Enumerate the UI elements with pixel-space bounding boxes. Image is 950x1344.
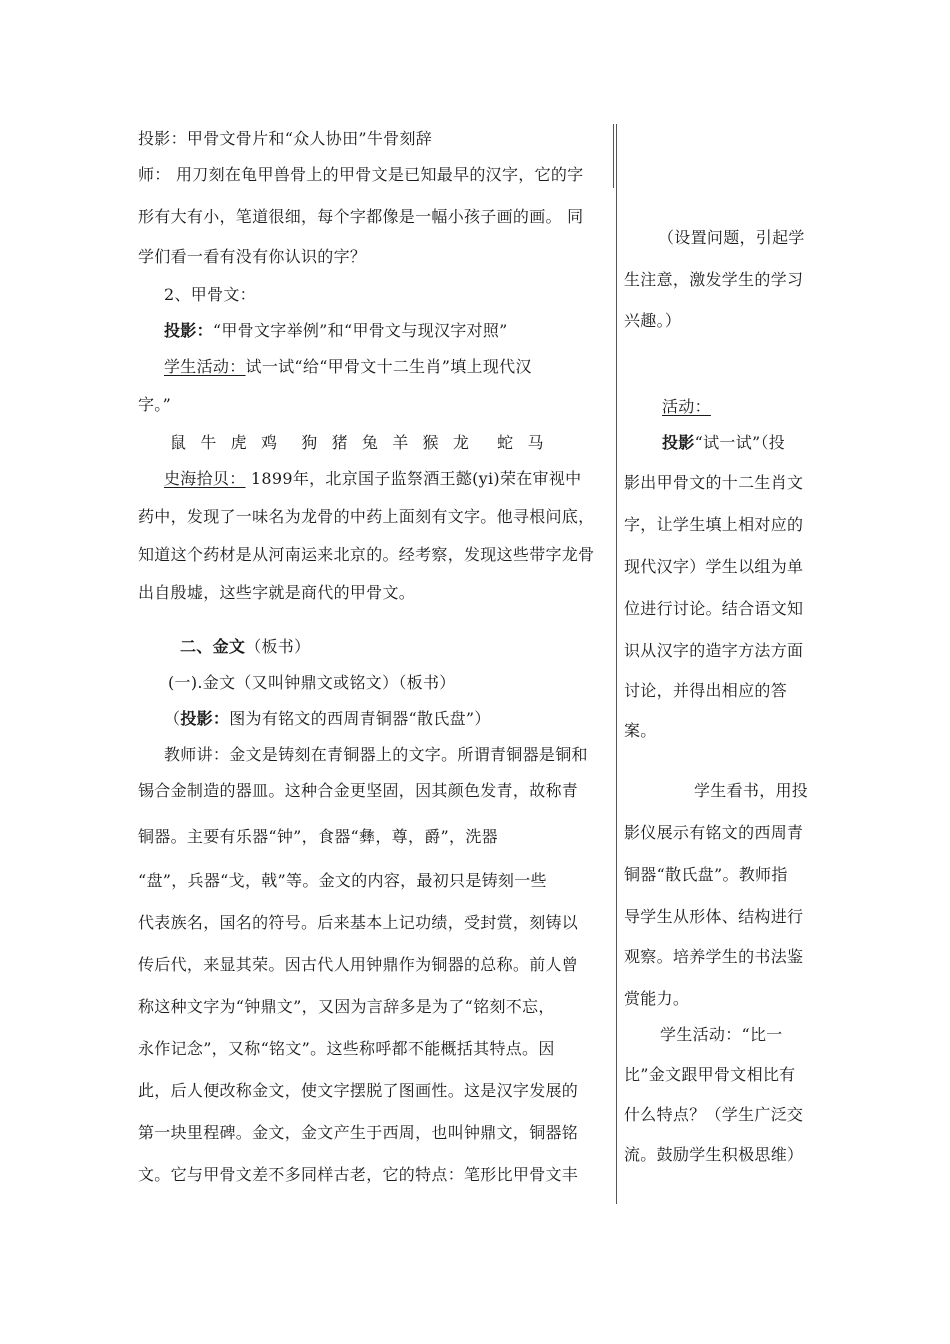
- paragraph-line: 第一块里程碑。金文，金文产生于西周，也叫钟鼎文，铜器铭: [138, 1123, 579, 1142]
- zodiac-char: 狗: [301, 433, 318, 452]
- note-line: 字，让学生填上相对应的: [624, 515, 804, 534]
- section-oracle-heading: 2、甲骨文：: [164, 285, 256, 304]
- history-line: [164, 468, 581, 490]
- section-bronze-heading: [180, 636, 310, 658]
- teacher-line-2: 形有大有小，笔道很细，每个字都像是一幅小孩子画的画。 同: [138, 207, 584, 226]
- note-line: 兴趣。）: [624, 311, 682, 330]
- history-line-2: 药中，发现了一味名为龙骨的中药上面刻有文字。他寻根问底，: [138, 507, 595, 526]
- projection-text: “甲骨文字举例”和“甲骨文与现汉字对照”: [212, 321, 508, 340]
- paragraph-line: 铜器。主要有乐器“钟”，食器“彝，尊，爵”，洗器: [138, 827, 498, 846]
- zodiac-char: 鼠: [170, 433, 187, 452]
- zodiac-char: 羊: [392, 433, 409, 452]
- projection-label: 投影：: [164, 321, 213, 340]
- history-line-4: 出自殷墟，这些字就是商代的甲骨文。: [138, 583, 416, 602]
- note-line: 什么特点？（学生广泛交: [624, 1105, 804, 1124]
- zodiac-char: 马: [527, 433, 544, 452]
- paragraph-line: 代表族名，国名的符号。后来基本上记功绩，受封赏，刻铸以: [138, 913, 579, 932]
- history-line-3: 知道这个药材是从河南运来北京的。经考察，发现这些带字龙骨: [138, 545, 595, 564]
- column-divider-short: [613, 124, 614, 188]
- note-line: 现代汉字）学生以组为单: [624, 557, 804, 576]
- zodiac-char: 鸡: [260, 433, 278, 452]
- note-line: 学生看书，用投: [694, 781, 809, 800]
- note-line: 影出甲骨文的十二生肖文: [624, 473, 804, 492]
- note-line: 讨论，并得出相应的答: [624, 681, 788, 700]
- zodiac-char: 牛: [200, 433, 217, 452]
- note-line: 铜器“散氏盘”。教师指: [624, 865, 788, 884]
- note-line: 赏能力。: [624, 989, 690, 1008]
- projection-line: [164, 320, 508, 342]
- activity-line-end: 字。”: [138, 395, 172, 414]
- paragraph-line: 锡合金制造的器皿。这种合金更坚固，因其颜色发青，故称青: [138, 781, 579, 800]
- note-projection: [662, 432, 785, 454]
- paragraph-line: 传后代，来显其荣。因古代人用钟鼎作为铜器的总称。前人曾: [138, 955, 579, 974]
- paragraph-line: “盘”，兵器“戈，戟”等。金文的内容，最初只是铸刻一些: [138, 871, 547, 890]
- zodiac-char: 蛇: [497, 433, 514, 452]
- history-text: 1899年，北京国子监祭酒王懿(yi)荣在审视中: [245, 469, 582, 488]
- section-bronze-note: （板书）: [245, 637, 311, 656]
- note-line: 观察。培养学生的书法鉴: [624, 947, 804, 966]
- zodiac-list: [170, 432, 544, 454]
- paragraph-line: 此，后人便改称金文，使文字摆脱了图画性。这是汉字发展的: [138, 1081, 579, 1100]
- note-line: 影仪展示有铭文的西周青: [624, 823, 804, 842]
- note-line: 案。: [624, 721, 657, 740]
- teacher-line-1: 师： 用刀刻在龟甲兽骨上的甲骨文是已知最早的汉字，它的字: [138, 165, 584, 184]
- zodiac-char: 龙: [452, 433, 470, 452]
- paren-open: （: [164, 709, 181, 728]
- note-line: 学生活动：“比一: [660, 1025, 783, 1044]
- note-line: 比”金文跟甲骨文相比有: [624, 1065, 796, 1084]
- zodiac-char: 虎: [230, 433, 247, 452]
- zodiac-char: 猴: [422, 433, 439, 452]
- note-line: 位进行讨论。结合语文知: [624, 599, 804, 618]
- activity-label: 学生活动：: [164, 357, 246, 376]
- paragraph-line: 教师讲：金文是铸刻在青铜器上的文字。所谓青铜器是铜和: [164, 745, 588, 764]
- note-projection-text: “试一试”（投: [694, 433, 786, 452]
- teacher-line-3: 学们看一看有没有你认识的字？: [138, 247, 367, 266]
- paragraph-line: 永作记念”，又称“铭文”。这些称呼都不能概括其特点。因: [138, 1039, 555, 1058]
- subsection-heading: (一).金文（又叫钟鼎文或铭文）（板书）: [168, 673, 456, 692]
- bronze-projection-label: 投影：: [180, 709, 230, 728]
- column-divider: [616, 124, 617, 1204]
- bronze-projection: [164, 708, 491, 730]
- note-line: 生注意，激发学生的学习: [624, 270, 804, 289]
- zodiac-char: 猪: [331, 433, 348, 452]
- projection-note: 投影：甲骨文骨片和“众人协田”牛骨刻辞: [138, 129, 433, 148]
- activity-line: [164, 356, 532, 378]
- note-line: （设置问题，引起学: [658, 228, 805, 247]
- zodiac-char: 兔: [361, 433, 379, 452]
- note-line: 导学生从形体、结构进行: [624, 907, 804, 926]
- note-line: 识从汉字的造字方法方面: [624, 641, 804, 660]
- history-label: 史海拾贝：: [164, 469, 246, 488]
- bronze-projection-text: 图为有铭文的西周青铜器“散氏盘”）: [229, 709, 491, 728]
- paragraph-line: 称这种文字为“钟鼎文”，又因为言辞多是为了“铭刻不忘，: [138, 997, 555, 1016]
- activity-text: 试一试“给“甲骨文十二生肖”填上现代汉: [245, 357, 532, 376]
- note-activity-label: 活动：: [662, 397, 711, 416]
- note-projection-label: 投影: [662, 433, 695, 452]
- note-line: 流。鼓励学生积极思维）: [624, 1145, 804, 1164]
- paragraph-line: 文。它与甲骨文差不多同样古老，它的特点：笔形比甲骨文丰: [138, 1165, 579, 1184]
- section-bronze-title: 二、金文: [180, 637, 246, 656]
